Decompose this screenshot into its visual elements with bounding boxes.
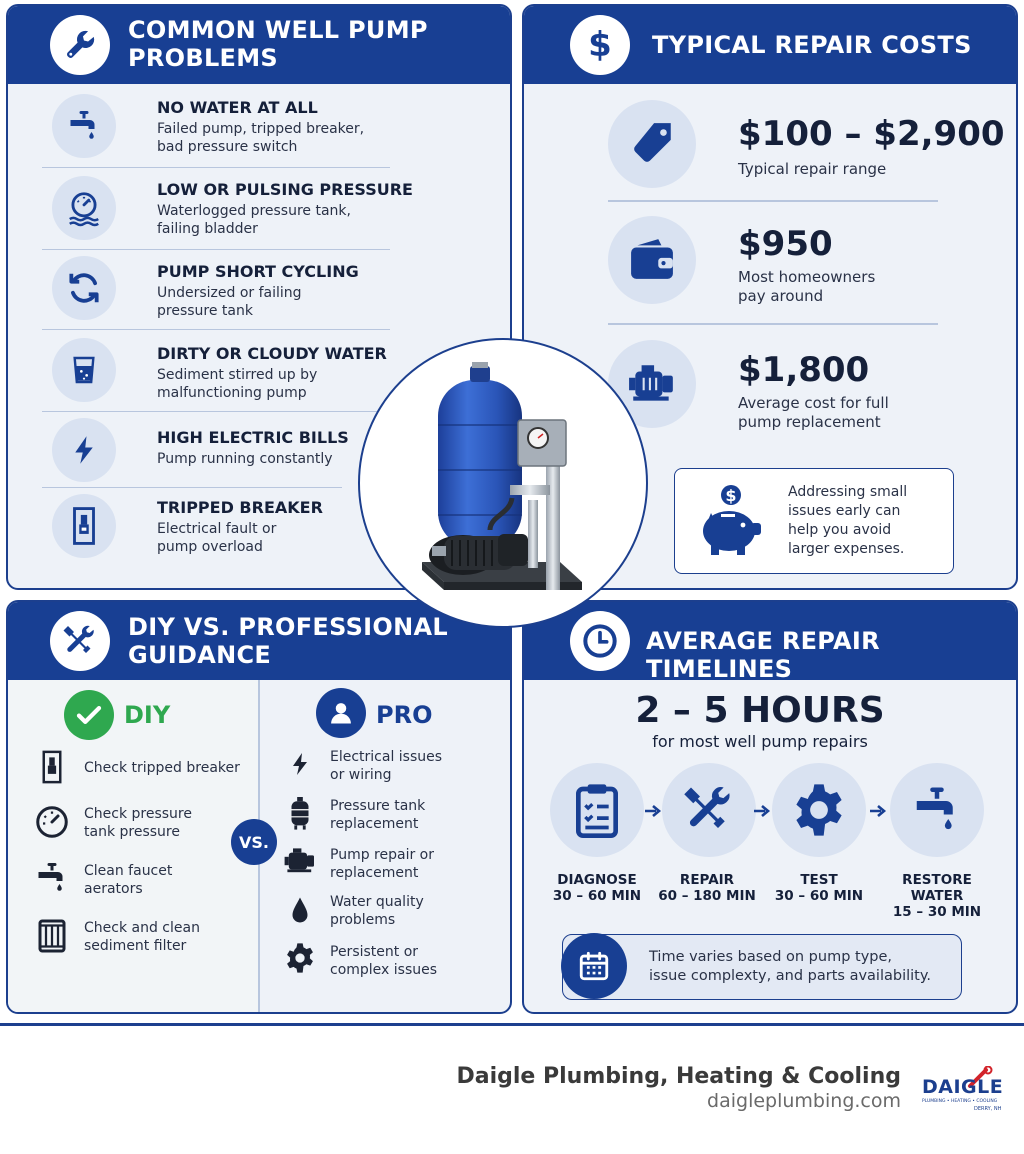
costs-title: TYPICAL REPAIR COSTS (652, 31, 972, 59)
problems-title (128, 16, 428, 72)
problem-desc-line2: bad pressure switch (157, 139, 298, 155)
diy-item (84, 862, 172, 898)
step-name: DIAGNOSE (557, 872, 637, 888)
faucet-icon (890, 763, 984, 857)
svg-text:$: $ (725, 486, 737, 505)
tools-icon (50, 611, 110, 671)
logo-text: DAIGLE (922, 1076, 1004, 1098)
vs-badge (231, 819, 277, 865)
problem-desc (157, 520, 397, 556)
problem-title: LOW OR PULSING PRESSURE (157, 180, 413, 199)
step-time: 30 – 60 MIN (774, 888, 864, 904)
arrow-icon (754, 803, 772, 819)
problem-desc-line1: Failed pump, tripped breaker, (157, 121, 365, 137)
step-name: TEST (800, 872, 838, 888)
piggy-bank-icon (693, 483, 765, 559)
tip-line: larger expenses. (788, 541, 905, 557)
problem-desc-line2: failing bladder (157, 221, 258, 237)
problem-row (42, 88, 390, 168)
diy-item-line1: Check pressure (84, 806, 192, 822)
logo-tagline: PLUMBING • HEATING • COOLING (922, 1099, 998, 1104)
problem-desc-line1: Waterlogged pressure tank, (157, 203, 351, 219)
company-logo (918, 1066, 1014, 1118)
cost-desc: Typical repair range (738, 160, 887, 178)
diy-item (84, 919, 200, 955)
tools-icon (662, 763, 756, 857)
problem-row (42, 250, 390, 330)
tank-icon (282, 796, 318, 832)
problem-desc-line1: Sediment stirred up by (157, 367, 318, 383)
problem-title: TRIPPED BREAKER (157, 498, 323, 517)
diy-item-line1: Check and clean (84, 920, 200, 936)
diy-column-bg (8, 680, 258, 1012)
breaker-icon (52, 494, 116, 558)
company-name: Daigle Plumbing, Heating & Cooling (456, 1064, 901, 1089)
note-line1: Time varies based on pump type, (649, 949, 893, 965)
gauge-icon (52, 176, 116, 240)
step-label (754, 872, 884, 904)
breaker-icon (34, 749, 70, 785)
diy-title: DIY (124, 701, 171, 729)
cycle-icon (52, 256, 116, 320)
step-label (872, 872, 1002, 920)
diy-item-line2: tank pressure (84, 824, 180, 840)
problem-row (42, 168, 413, 250)
water-glass-icon (52, 338, 116, 402)
diy-item-line2: aerators (84, 881, 143, 897)
problem-title: NO WATER AT ALL (157, 98, 318, 117)
pro-item-line1: Pressure tank (330, 798, 426, 814)
timelines-title: AVERAGE REPAIR TIMELINES (646, 627, 880, 683)
diy-item-line1: Clean faucet (84, 863, 173, 879)
pro-item (330, 797, 425, 833)
pro-item-line1: Water quality (330, 894, 424, 910)
cost-desc-line1: Average cost for full (738, 394, 889, 412)
step-label (642, 872, 772, 904)
arrow-icon (645, 803, 663, 819)
divider (608, 323, 938, 325)
arrow-icon (870, 803, 888, 819)
problem-desc (157, 202, 397, 238)
pro-item-line1: Pump repair or (330, 847, 434, 863)
gear-icon (282, 940, 318, 976)
pro-item-line1: Electrical issues (330, 749, 443, 765)
diy-item (84, 805, 192, 841)
pro-item (330, 893, 424, 929)
costs-header (524, 6, 1016, 84)
pro-item (330, 748, 442, 784)
pro-item (330, 846, 434, 882)
problem-row (42, 330, 390, 412)
step-time: 60 – 180 MIN (658, 888, 756, 904)
guidance-title-line2: GUIDANCE (128, 641, 272, 669)
wallet-icon (608, 216, 696, 304)
problem-desc-line2: pressure tank (157, 303, 253, 319)
gear-icon (772, 763, 866, 857)
pro-item-line1: Persistent or (330, 944, 419, 960)
footer-divider (0, 1023, 1024, 1026)
faucet-icon (52, 94, 116, 158)
step-name: RESTORE (902, 872, 972, 888)
dollar-icon: $ (570, 15, 630, 75)
step-time: 15 – 30 MIN (892, 904, 982, 920)
pro-item-line2: complex issues (330, 962, 438, 978)
pump-icon (282, 843, 318, 879)
vs-label: VS. (239, 832, 269, 852)
cost-amount: $950 (738, 224, 833, 264)
cost-desc-line2: pay around (738, 287, 824, 305)
savings-tip-box (674, 468, 954, 574)
problem-desc (157, 120, 397, 156)
cost-amount: $100 – $2,900 (738, 114, 1005, 154)
cost-desc (738, 268, 875, 306)
tip-line: Addressing small (788, 484, 908, 500)
problem-title: DIRTY OR CLOUDY WATER (157, 344, 387, 363)
step-name: REPAIR (679, 872, 735, 888)
problem-row (42, 412, 349, 488)
diy-item: Check tripped breaker (84, 760, 240, 776)
pump-illustration (358, 338, 648, 628)
guidance-title (128, 613, 448, 669)
check-icon (64, 690, 114, 740)
clipboard-icon (550, 763, 644, 857)
wrench-icon (50, 15, 110, 75)
problem-row (42, 488, 390, 568)
problem-desc (157, 366, 397, 402)
savings-tip-text (788, 483, 907, 559)
pro-item-line2: replacement (330, 816, 419, 832)
water-drop-icon (282, 892, 318, 928)
logo-location: DERRY, NH (974, 1106, 1002, 1112)
calendar-icon (561, 933, 627, 999)
tip-line: issues early can (788, 503, 901, 519)
cost-amount: $1,800 (738, 350, 870, 390)
step-time: 30 – 60 MIN (552, 888, 642, 904)
timelines-header (524, 602, 1016, 683)
cost-desc-line2: pump replacement (738, 413, 881, 431)
lightning-icon (52, 418, 116, 482)
price-tag-icon (608, 100, 696, 188)
guidance-title-line1: DIY VS. PROFESSIONAL (128, 613, 448, 641)
timelines-note-text (649, 948, 931, 986)
divider (608, 200, 938, 202)
lightning-icon (282, 746, 318, 782)
problem-desc-line2: pump overload (157, 539, 263, 555)
timelines-subhead: for most well pump repairs (652, 732, 868, 751)
problems-title-line2: PROBLEMS (128, 44, 279, 72)
cost-desc-line1: Most homeowners (738, 268, 876, 286)
filter-icon (34, 918, 70, 954)
pro-item-line2: or wiring (330, 767, 392, 783)
step-name-2: WATER (910, 888, 964, 904)
problem-title: HIGH ELECTRIC BILLS (157, 428, 349, 447)
problem-desc-line1: Pump running constantly (157, 451, 333, 467)
tip-line: help you avoid (788, 522, 892, 538)
problem-desc-line1: Electrical fault or (157, 521, 277, 537)
problem-title: PUMP SHORT CYCLING (157, 262, 359, 281)
problems-header (8, 6, 510, 84)
clock-icon (570, 611, 630, 671)
guidance-header (8, 602, 510, 680)
problem-desc-line1: Undersized or failing (157, 285, 302, 301)
cost-desc (738, 394, 889, 432)
timelines-note-box (562, 934, 962, 1000)
note-line2: issue complexty, and parts availability. (649, 968, 931, 984)
pro-item-line2: replacement (330, 865, 419, 881)
timelines-headline: 2 – 5 HOURS (635, 690, 885, 731)
person-icon (316, 688, 366, 738)
problem-desc-line2: malfunctioning pump (157, 385, 307, 401)
company-url[interactable]: daigleplumbing.com (707, 1090, 901, 1112)
problems-title-line1: COMMON WELL PUMP (128, 16, 428, 44)
problem-desc (157, 284, 397, 320)
pro-item-line2: problems (330, 912, 396, 928)
pro-item (330, 943, 437, 979)
gauge-icon (34, 804, 70, 840)
faucet-icon (34, 860, 70, 896)
diy-item-line2: sediment filter (84, 938, 187, 954)
pro-title: PRO (376, 701, 433, 729)
